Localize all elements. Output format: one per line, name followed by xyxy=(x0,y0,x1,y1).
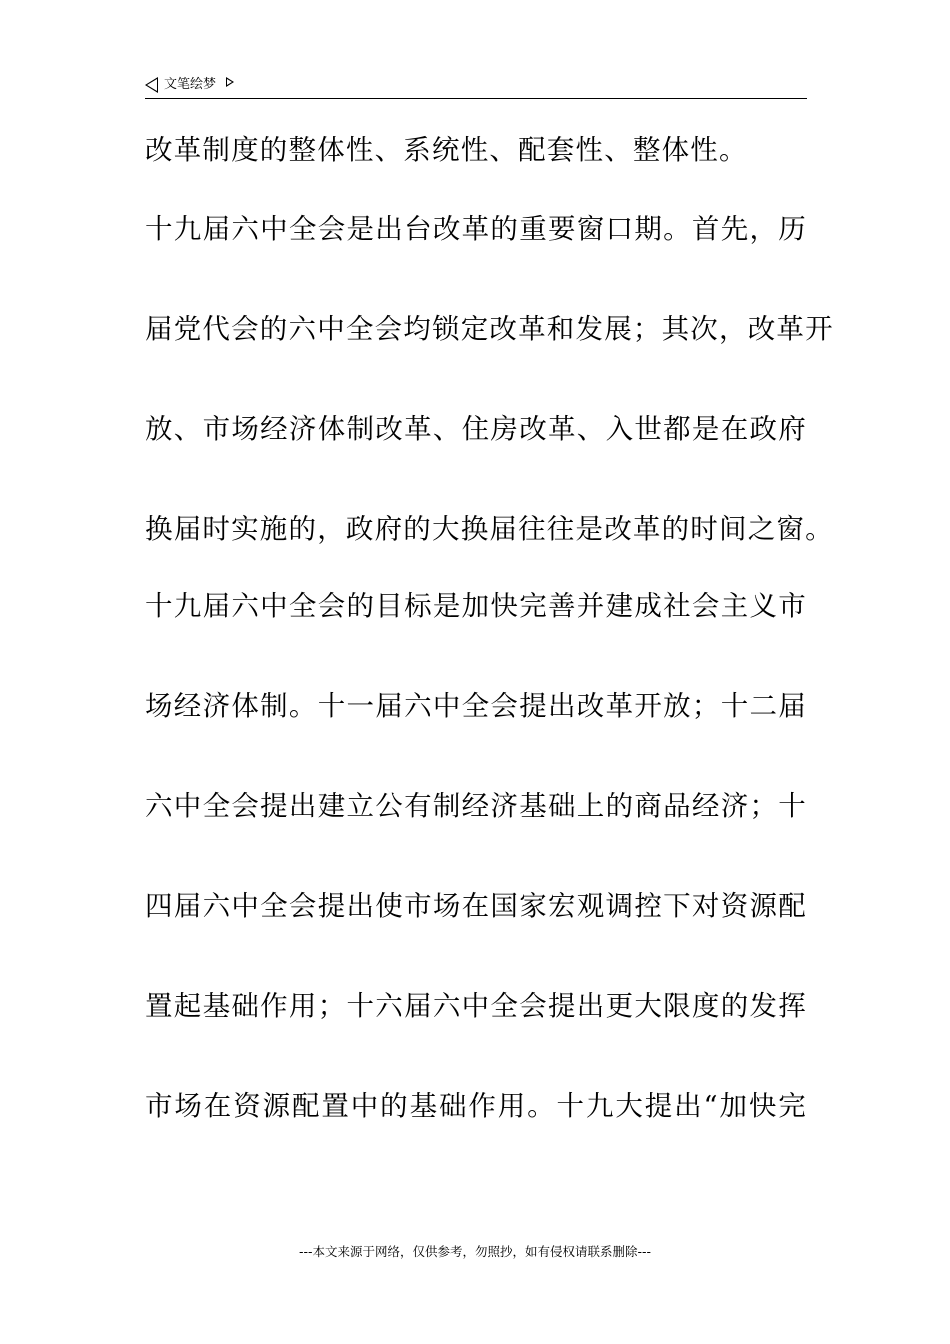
text-line: 六中全会提出建立公有制经济基础上的商品经济；十 xyxy=(145,790,807,822)
text-line: 置起基础作用；十六届六中全会提出更大限度的发挥 xyxy=(145,990,807,1022)
page-header xyxy=(145,74,807,99)
text-line: 场经济体制。十一届六中全会提出改革开放；十二届 xyxy=(145,690,807,722)
text-line: 改革制度的整体性、系统性、配套性、整体性。 xyxy=(145,134,748,166)
text-line: 换届时实施的，政府的大换届往往是改革的时间之窗。 xyxy=(145,513,834,545)
text-line: 放、市场经济体制改革、住房改革、入世都是在政府 xyxy=(145,413,807,445)
text-line: 市场在资源配置中的基础作用。十九大提出“加快完 xyxy=(145,1090,807,1122)
triangle-right-icon xyxy=(226,77,234,87)
triangle-left-icon xyxy=(145,77,158,93)
footer-notice: ---本文来源于网络，仅供参考，勿照抄，如有侵权请联系删除--- xyxy=(298,1244,652,1259)
brand-name: 文笔绘梦 xyxy=(164,77,217,92)
text-line: 届党代会的六中全会均锁定改革和发展；其次，改革开 xyxy=(145,313,834,345)
text-line: 十九届六中全会的目标是加快完善并建成社会主义市 xyxy=(145,590,807,622)
text-line: 十九届六中全会是出台改革的重要窗口期。首先，历 xyxy=(145,213,807,245)
text-line: 四届六中全会提出使市场在国家宏观调控下对资源配 xyxy=(145,890,807,922)
header-brand xyxy=(145,76,234,94)
